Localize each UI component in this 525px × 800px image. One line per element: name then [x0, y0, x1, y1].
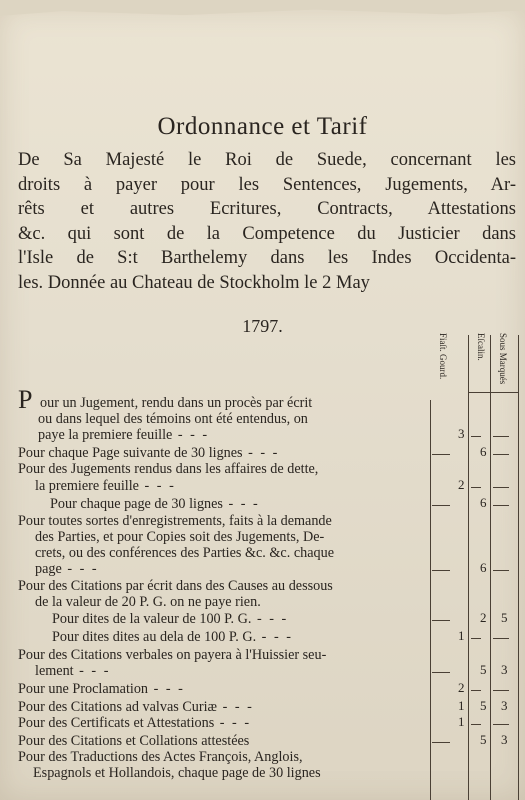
intro-line: rêts et autres Ecritures, Contracts, Attestations [18, 199, 516, 219]
tariff-row-text: Pour chaque page de 30 lignes [50, 496, 223, 512]
tariff-row-text: paye la premiere feuille [38, 427, 173, 443]
tariff-value: 6 [480, 495, 487, 510]
empty-cell-dash [493, 690, 509, 691]
tariff-row-text: des Parties, et pour Copies soit des Jugements, De- [35, 529, 325, 545]
tariff-row [35, 664, 110, 679]
leader-dots: - - - [222, 496, 260, 512]
tariff-row-text: crets, ou des conférences des Parties &c. &c. chaque [35, 545, 334, 561]
tariff-row [18, 750, 303, 765]
tariff-row-text: Pour dites de la valeur de 100 P. G. [52, 611, 252, 627]
empty-cell-dash [432, 454, 450, 455]
intro-line: droits à payer pour les Sentences, Jugements, Ar- [18, 174, 516, 195]
tariff-row-text: Pour des Jugements rendus dans les affaires de dette, [18, 461, 319, 477]
tariff-row [18, 734, 249, 749]
empty-cell-dash [432, 570, 450, 571]
leader-dots: - - - [148, 681, 185, 697]
tariff-row [33, 766, 321, 781]
empty-cell-dash [432, 620, 450, 621]
tariff-row-text: Pour des Certificats et Attestations [18, 715, 215, 731]
empty-cell-dash [471, 638, 481, 639]
empty-cell-dash [493, 570, 509, 571]
tariff-value: 2 [458, 477, 465, 492]
tariff-row-text: Pour des Citations ad valvas Curiæ [18, 699, 218, 715]
tariff-row-text: ou dans lequel des témoins ont été entendus, on [38, 411, 308, 427]
tariff-value: 1 [458, 628, 465, 643]
leader-dots: - - - [251, 611, 289, 627]
empty-cell-dash [471, 724, 481, 725]
tariff-row-text: Pour des Citations par écrit dans des Causes au dessous [18, 578, 333, 594]
empty-cell-dash [471, 487, 481, 488]
tariff-row-text: la premiere feuille [35, 478, 139, 494]
tariff-value: 2 [480, 610, 487, 625]
tariff-row-text: our un Jugement, rendu dans un procès par écrit [40, 395, 313, 411]
tariff-value: 2 [458, 680, 465, 695]
tariff-row [18, 648, 326, 663]
tariff-row [50, 497, 260, 512]
tariff-row-text: Pour des Citations et Collations attestées [18, 733, 250, 749]
tariff-row-text: Pour chaque Page suivante de 30 lignes [18, 445, 243, 461]
empty-cell-dash [493, 724, 509, 725]
tariff-row [18, 514, 332, 529]
empty-cell-dash [471, 436, 481, 437]
leader-dots: - - - [138, 478, 176, 494]
column-rule [468, 335, 469, 800]
column-header-gourdes: Fiaſt. Gourd. [438, 333, 448, 380]
column-rule [518, 335, 519, 800]
empty-cell-dash [432, 742, 450, 743]
tariff-row [52, 612, 288, 627]
tariff-row [35, 595, 261, 610]
tariff-row-text: Espagnols et Hollandois, chaque page de 30 lignes [33, 765, 321, 781]
drop-cap: P [18, 385, 33, 414]
tariff-row-text: Pour des Citations verbales on payera à l'Huissier seu- [18, 647, 327, 663]
column-rule [490, 335, 491, 800]
column-rule [430, 400, 431, 800]
tariff-row-text: de la valeur de 20 P. G. on ne paye rien. [35, 594, 261, 610]
empty-cell-dash [432, 505, 450, 506]
empty-cell-dash [493, 505, 509, 506]
column-header-sous: Sous Marqués [498, 333, 508, 385]
document-title: Ordonnance et Tarif [157, 113, 368, 140]
tariff-row [18, 700, 254, 715]
leader-dots: - - - [242, 445, 280, 461]
intro-line: les. Donnée au Chateau de Stockholm le 2 May [18, 272, 370, 293]
tariff-row [18, 446, 279, 461]
intro-line: &c. qui sont de la Competence du Justicier dans [18, 223, 516, 244]
tariff-value: 5 [480, 698, 487, 713]
tariff-row-text: Pour des Traductions des Actes François, Anglois, [18, 749, 303, 765]
tariff-row-text: lement [35, 663, 74, 679]
column-header-escalins: Eſcalin. [476, 333, 486, 361]
tariff-row-text: Pour une Proclamation [18, 681, 149, 697]
tariff-row [35, 530, 324, 545]
tariff-row [35, 479, 176, 494]
leader-dots: - - - [214, 715, 252, 731]
tariff-row-text: Pour dites dites au dela de 100 P. G. [52, 629, 257, 645]
tariff-value: 5 [480, 662, 487, 677]
header-rule [468, 392, 518, 393]
tariff-value: 5 [480, 732, 487, 747]
tariff-value: 1 [458, 714, 465, 729]
empty-cell-dash [432, 672, 450, 673]
leader-dots: - - - [256, 629, 293, 645]
intro-line: De Sa Majesté le Roi de Suede, concernant les [18, 150, 516, 170]
intro-paragraph [18, 148, 516, 295]
tariff-row [52, 630, 293, 645]
tariff-row [35, 546, 334, 561]
tariff-row [38, 412, 308, 427]
tariff-value: 3 [458, 426, 465, 441]
document-year: 1797. [242, 316, 283, 336]
tariff-value: 3 [501, 732, 508, 747]
empty-cell-dash [493, 487, 509, 488]
tariff-row [35, 562, 99, 577]
tariff-value: 3 [501, 662, 508, 677]
tariff-value: 6 [480, 560, 487, 575]
empty-cell-dash [493, 454, 509, 455]
tariff-row [18, 579, 333, 594]
leader-dots: - - - [217, 699, 254, 715]
tariff-row-text: Pour toutes sortes d'enregistrements, faits à la demande [18, 513, 332, 529]
tariff-value: 5 [501, 610, 508, 625]
leader-dots: - - - [172, 427, 210, 443]
empty-cell-dash [493, 638, 509, 639]
tariff-row [38, 428, 209, 443]
tariff-row [18, 462, 318, 477]
leader-dots: - - - [73, 663, 111, 679]
tariff-value: 1 [458, 698, 465, 713]
tariff-value: 3 [501, 698, 508, 713]
tariff-row [18, 385, 313, 414]
intro-line: l'Isle de S:t Barthelemy dans les Indes Occidenta- [18, 248, 516, 268]
tariff-row [18, 716, 251, 731]
empty-cell-dash [471, 690, 481, 691]
tariff-row-text: page [35, 561, 62, 577]
empty-cell-dash [493, 436, 509, 437]
tariff-row [18, 682, 185, 697]
leader-dots: - - - [61, 561, 99, 577]
tariff-value: 6 [480, 444, 487, 459]
